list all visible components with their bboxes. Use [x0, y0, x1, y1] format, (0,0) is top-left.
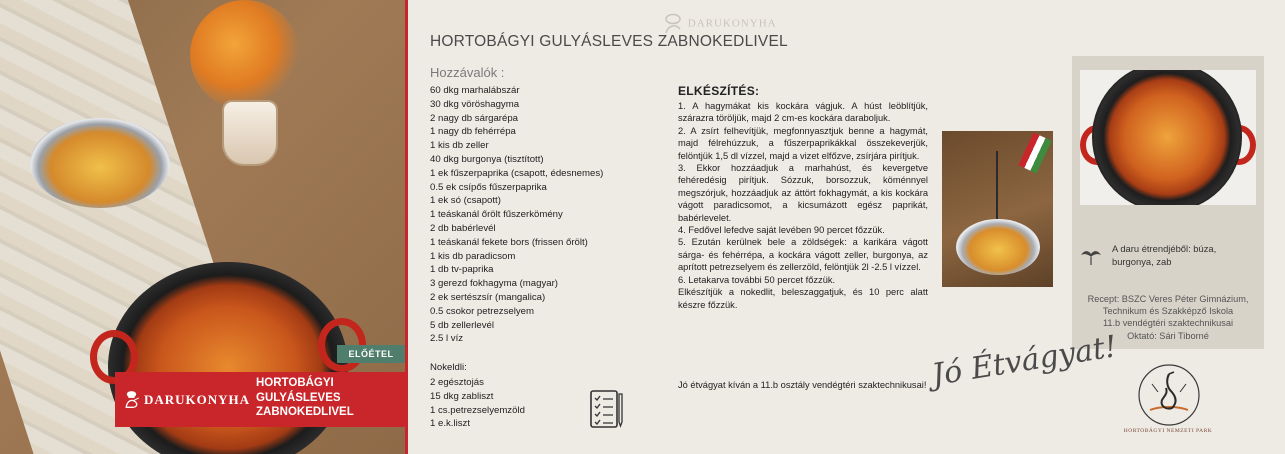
brand-logo: [115, 372, 250, 427]
kettle-bowl: [956, 219, 1040, 275]
ingredient-item: 0.5 csokor petrezselyem: [430, 305, 534, 317]
watermark-text: DARUKONYHA: [687, 17, 777, 30]
credit-line: Oktató: Sári Tiborné: [1127, 330, 1209, 341]
hanging-kettle-bowl: [30, 118, 170, 208]
ingredient-item: 3 gerezd fokhagyma (magyar): [430, 278, 558, 290]
ingredient-item: 2.5 l víz: [430, 333, 464, 345]
ingredient-item: 1 ek fűszerpaprika (csapott, édesnemes): [430, 167, 604, 179]
method-step: 5. Ezután kerülnek bele a zöldségek: a karikára vágott sárga- és fehérrépa, a kockára vágott zeller, burgonya, az aprított petrezselyem és zellerzöld, felöntjük 2l -2.5 l vízzel.: [678, 237, 928, 273]
method-step: Elkészítjük a nokedlit, beleszaggatjuk, és 10 perc alatt készre főzzük.: [678, 287, 928, 310]
bon-appetit-script: Jó Étvágyat!: [929, 329, 1120, 393]
crane-icon: [1079, 243, 1103, 267]
ingredient-item: 1 kis db zeller: [430, 140, 489, 152]
ingredient-item: 2 db babérlevél: [430, 222, 496, 234]
page-title: HORTOBÁGYI GULYÁSLEVES ZABNOKEDLIVEL: [430, 33, 788, 50]
chef-crane-icon: [121, 380, 142, 420]
ingredient-item: 30 dkg vöröshagyma: [430, 98, 520, 110]
ingredient-item: 2 ek sertészsír (mangalica): [430, 291, 546, 303]
red-divider: [405, 0, 408, 454]
method-step: 1. A hagymákat kis kockára vágjuk. A húst leöblítjük, szárazra töröljük, majd 2 cm-es kockára daraboljuk.: [678, 101, 928, 124]
crane-diet-note: A daru étrendjéből: búza, burgonya, zab: [1112, 243, 1217, 267]
nokedli-list: [430, 376, 525, 431]
nokedli-title: Nokeldli:: [430, 362, 467, 373]
credit-line: Technikum és Szakképző Iskola: [1102, 306, 1234, 317]
ingredient-item: 1 ek só (csapott): [430, 195, 501, 207]
credit-line: 11.b vendégtéri szaktechnikusai: [1102, 318, 1234, 329]
dish-photo-kettle: [942, 131, 1053, 287]
nokedli-item: 15 dkg zabliszt: [430, 390, 494, 402]
method-step: 2. A zsírt felhevítjük, megfonnyasztjuk benne a hagymát, majd félrehúzzuk, a fűszerpaprikákkal összekeverjük, felöntjük 1,5 dl vízzel, majd a vizet elfőzve, zsírjára pirítjuk.: [678, 125, 928, 161]
method-step: 4. Fedővel lefedve saját levében 90 percet főzzük.: [678, 225, 885, 236]
ingredient-item: 1 kis db paradicsom: [430, 250, 516, 262]
credit-line: Recept: BSZC Veres Péter Gimnázium,: [1087, 294, 1249, 304]
decorative-cup: [222, 100, 278, 166]
ingredient-item: 0.5 ek csípős fűszerpaprika: [430, 181, 547, 193]
ingredient-item: 1 teáskanál fekete bors (frissen őrölt): [430, 236, 588, 248]
autumn-leaves-decoration: [190, 0, 300, 110]
ingredient-item: 40 dkg burgonya (tisztított): [430, 153, 544, 165]
ingredient-item: 1 nagy db fehérrépa: [430, 126, 516, 138]
ingredient-item: 1 db tv-paprika: [430, 264, 494, 276]
ingredient-item: 5 db zellerlevél: [430, 319, 494, 331]
closing-note: Jó étvágyat kíván a 11.b osztály vendégtéri szaktechnikusai!: [678, 380, 927, 390]
method-title: ELKÉSZÍTÉS:: [678, 84, 760, 98]
dish-photo-pot: [1080, 70, 1256, 205]
chef-hat-icon: [662, 13, 684, 35]
nokedli-item: 1 e.k.liszt: [430, 418, 470, 430]
park-name: HORTOBÁGYI NEMZETI PARK: [1123, 428, 1213, 434]
brand-name: DARUKONYHA: [143, 391, 250, 407]
category-badge: ELŐÉTEL: [337, 345, 405, 363]
ingredient-item: 60 dkg marhalábszár: [430, 85, 520, 96]
hungarian-flag: [1018, 132, 1051, 173]
dish-title-box: HORTOBÁGYI GULYÁSLEVES ZABNOKEDLIVEL: [250, 372, 405, 427]
notepad-checklist-icon: [588, 388, 628, 430]
method-step: 6. Letakarva további 50 percet főzzük.: [678, 274, 836, 285]
soup-pot-topview: [1092, 70, 1242, 205]
ingredient-item: 1 teáskanál őrölt fűszerkömény: [430, 209, 563, 221]
nokedli-item: 1 cs.petrezselyemzöld: [430, 404, 525, 416]
ingredient-item: 2 nagy db sárgarépa: [430, 112, 519, 124]
ingredients-title: Hozzávalók :: [430, 65, 505, 80]
watermark-logo: [662, 13, 777, 35]
kettle-chain: [996, 151, 998, 223]
ingredients-list: [430, 84, 603, 346]
method-steps: [678, 100, 928, 311]
national-park-logo-icon: [1136, 362, 1202, 428]
nokedli-item: 2 egésztojás: [430, 377, 484, 388]
method-step: 3. Ekkor hozzáadjuk a marhahúst, és kevergetve fehéredésig pirítjuk. Sózzuk, borsozzuk, köménnyel megszórjuk, hozzáadjuk az áttört fokhagymát, a kis kockára vágott paradicsomot, a kicsumázott egész paprikát, babérlevelet.: [678, 163, 928, 223]
